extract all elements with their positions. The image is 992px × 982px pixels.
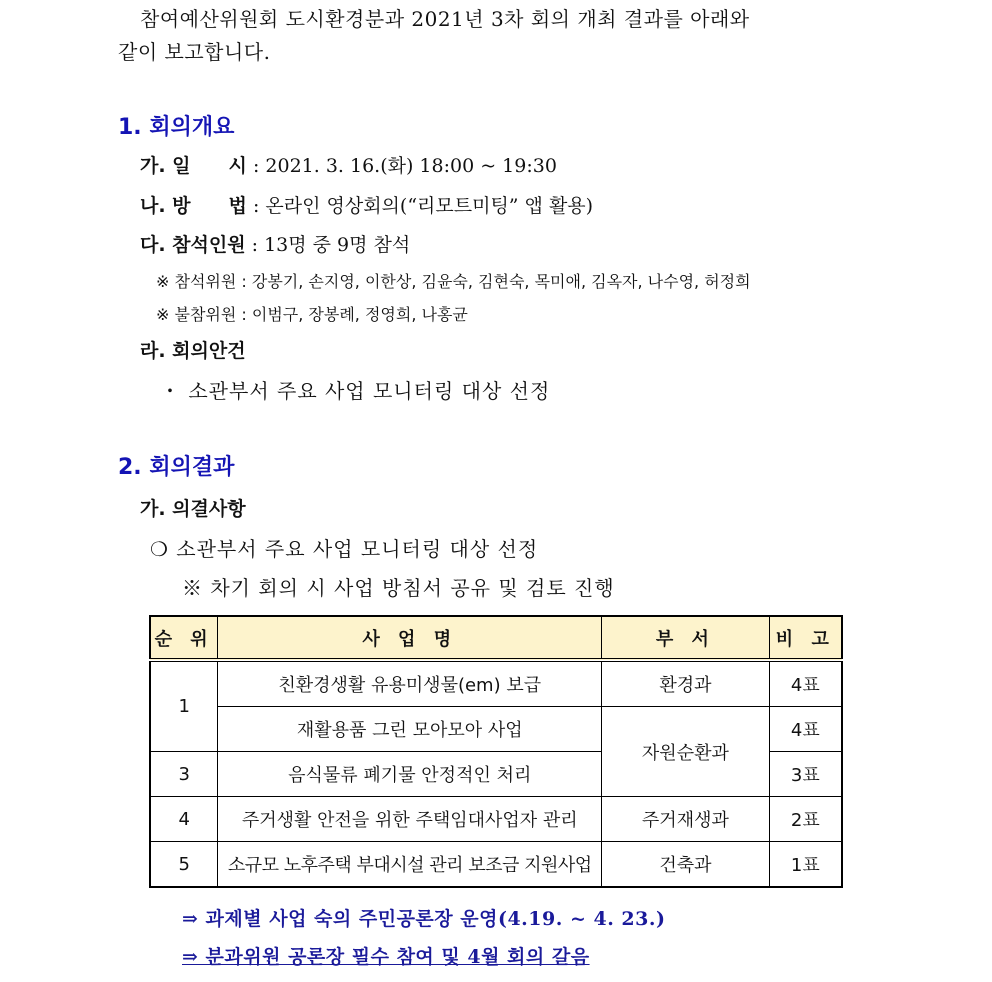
dept-cell: 환경과	[602, 660, 770, 707]
conclusion-2-text: ⇒ 분과위원 공론장 필수 참여 및 4월 회의 갈음	[182, 946, 590, 968]
table-row	[150, 660, 842, 707]
rank-cell: 5	[150, 842, 218, 888]
header-project: 사 업 명	[218, 616, 602, 660]
header-rank: 순 위	[150, 616, 218, 660]
absentees-note: ※ 불참위원 : 이범구, 장봉례, 정영희, 나홍균	[156, 305, 468, 324]
results-table	[149, 615, 843, 888]
rank-cell: 3	[150, 752, 218, 797]
project-cell: 친환경생활 유용미생물(em) 보급	[218, 660, 602, 707]
dept-cell: 자원순환과	[602, 707, 770, 797]
meeting-date-row: 가. 일 시 : 2021. 3. 16.(화) 18:00 ~ 19:30	[140, 155, 557, 177]
intro-line-1: 참여예산위원회 도시환경분과 2021년 3차 회의 개최 결과를 아래와	[140, 7, 750, 31]
header-dept: 부 서	[602, 616, 770, 660]
decision-note: ※ 차기 회의 시 사업 방침서 공유 및 검토 진행	[182, 576, 615, 600]
decision-label: 가. 의결사항	[140, 498, 246, 520]
project-cell: 소규모 노후주택 부대시설 관리 보조금 지원사업	[218, 842, 602, 888]
dept-cell: 건축과	[602, 842, 770, 888]
project-cell: 재활용품 그린 모아모아 사업	[218, 707, 602, 752]
dept-cell: 주거재생과	[602, 797, 770, 842]
conclusion-1: ⇒ 과제별 사업 숙의 주민공론장 운영(4.19. ~ 4. 23.)	[182, 908, 666, 930]
note-cell: 4표	[769, 660, 842, 707]
agenda-item: ・ 소관부서 주요 사업 모니터링 대상 선정	[160, 379, 551, 403]
rank-cell: 1	[150, 660, 218, 752]
table-row	[150, 797, 842, 842]
attendees-note: ※ 참석위원 : 강봉기, 손지영, 이한상, 김윤숙, 김현숙, 목미애, 김옥자, 나수영, 허정희	[156, 272, 751, 291]
section-1-title: 1. 회의개요	[118, 115, 235, 140]
meeting-method-label: 나. 방 법	[140, 195, 247, 217]
note-cell: 3표	[769, 752, 842, 797]
conclusion-2	[182, 942, 590, 969]
meeting-method-row: 나. 방 법 : 온라인 영상회의(“리모트미팅” 앱 활용)	[140, 195, 594, 217]
table-row	[150, 707, 842, 752]
table-row	[150, 842, 842, 888]
note-cell: 1표	[769, 842, 842, 888]
attendance-row: 다. 참석인원 : 13명 중 9명 참석	[140, 234, 411, 256]
attendance-label: 다. 참석인원	[140, 234, 246, 256]
agenda-label: 라. 회의안건	[140, 340, 246, 362]
decision-item: ❍ 소관부서 주요 사업 모니터링 대상 선정	[150, 537, 539, 561]
rank-cell: 4	[150, 797, 218, 842]
meeting-date-value: 2021. 3. 16.(화) 18:00 ~ 19:30	[265, 155, 557, 177]
table-header-row	[150, 616, 842, 660]
note-cell: 4표	[769, 707, 842, 752]
attendance-value: 13명 중 9명 참석	[264, 234, 411, 256]
note-cell: 2표	[769, 797, 842, 842]
meeting-date-label: 가. 일 시	[140, 155, 247, 177]
project-cell: 주거생활 안전을 위한 주택임대사업자 관리	[218, 797, 602, 842]
intro-line-2: 같이 보고합니다.	[118, 40, 271, 64]
header-note: 비 고	[769, 616, 842, 660]
project-cell: 음식물류 폐기물 안정적인 처리	[218, 752, 602, 797]
meeting-method-value: 온라인 영상회의(“리모트미팅” 앱 활용)	[265, 195, 594, 217]
section-2-title: 2. 회의결과	[118, 455, 235, 480]
